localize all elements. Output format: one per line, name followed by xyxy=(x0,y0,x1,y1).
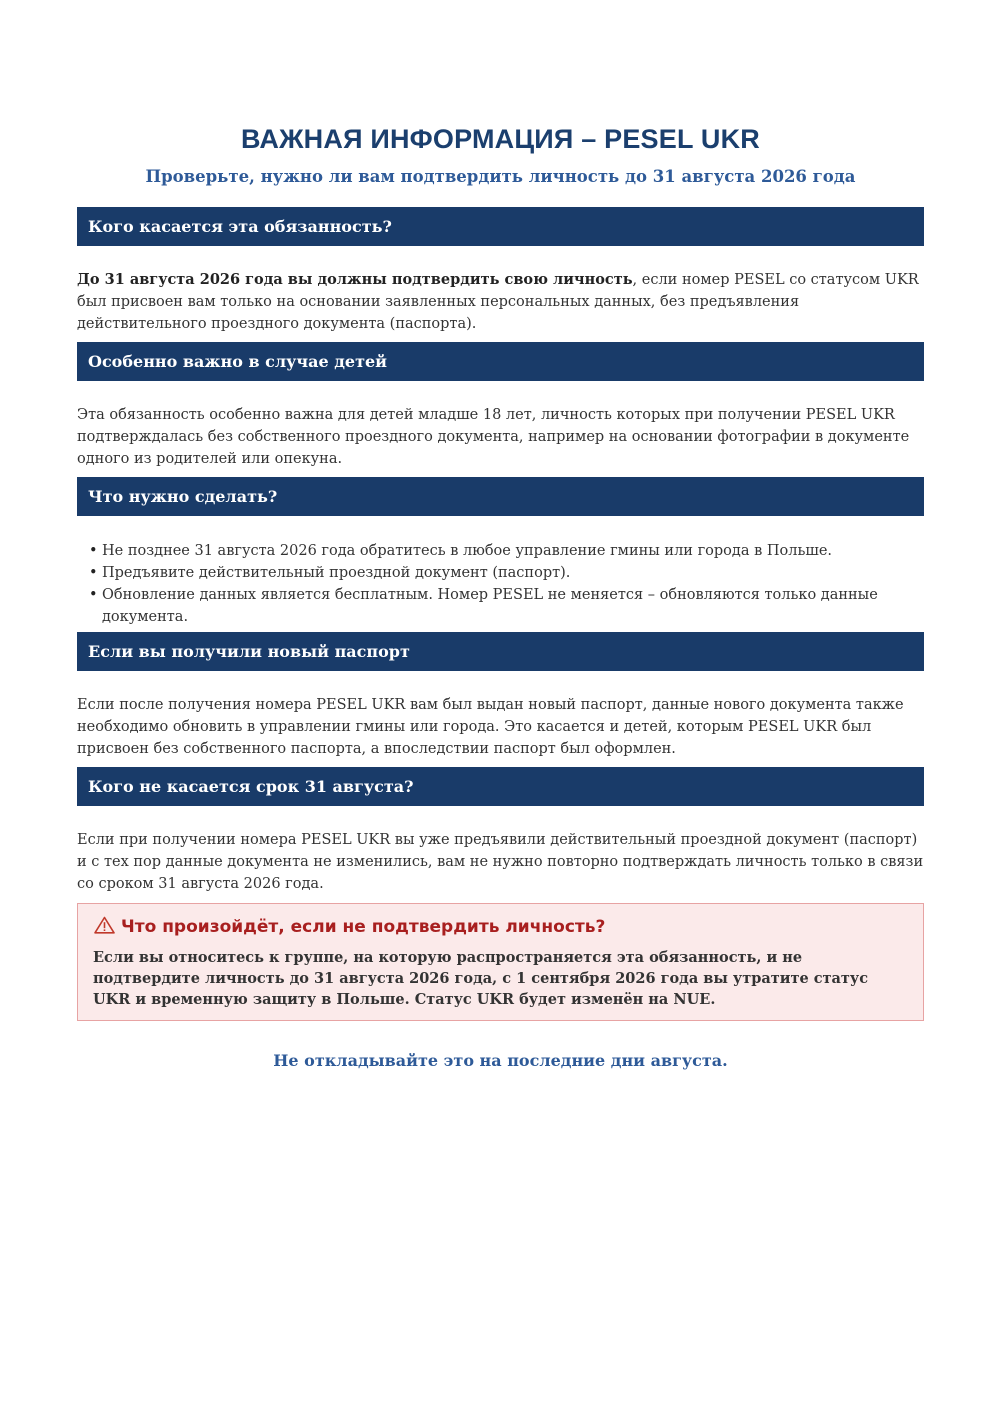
section-text-who-concerned xyxy=(77,269,924,335)
footer-note: Не откладывайте это на последние дни августа. xyxy=(273,1051,728,1070)
warning-text: Если вы относитесь к группе, на которую распространяется эта обязанность, и не подтвердите личность до 31 августа 2026 года, с 1 сентября 2026 года вы утратите статус UKR и временную защиту в Польше. Статус UKR будет изменён на NUE. xyxy=(93,949,869,1008)
list-item-text: Предъявите действительный проездной документ (паспорт). xyxy=(102,565,571,581)
bullet-marker: • xyxy=(89,565,98,581)
warning-triangle-icon xyxy=(94,916,115,934)
list-item-text: Не позднее 31 августа 2026 года обратитесь в любое управление гмины или города в Польше. xyxy=(102,543,833,559)
bullet-marker: • xyxy=(89,587,98,603)
warning-box xyxy=(77,903,924,1021)
section-text-children: Эта обязанность особенно важна для детей младше 18 лет, личность которых при получении PESEL UKR подтверждалась без собственного проездного документа, например на основании фотографии в документе одного из родителей или опекуна. xyxy=(77,407,910,467)
bold-lead-text: До 31 августа 2026 года вы должны подтвердить свою личность xyxy=(77,271,633,288)
list-item-text: Обновление данных является бесплатным. Номер PESEL не меняется – обновляются только данные документа. xyxy=(102,587,878,625)
warning-title xyxy=(94,916,605,937)
list-item xyxy=(89,540,924,562)
section-text-new-passport: Если после получения номера PESEL UKR вам был выдан новый паспорт, данные нового документа также необходимо обновить в управлении гмины или города. Это касается и детей, которым PESEL UKR был присвоен без собственного паспорта, а впоследствии паспорт был оформлен. xyxy=(77,697,904,757)
section-body-text: , если номер PESEL со статусом UKR был присвоен вам только на основании заявленных персональных данных, без предъявления действительного проездного документа (паспорта). xyxy=(77,272,919,332)
page-subtitle: Проверьте, нужно ли вам подтвердить личность до 31 августа 2026 года xyxy=(145,167,856,186)
page-title: ВАЖНАЯ ИНФОРМАЦИЯ – PESEL UKR xyxy=(241,124,760,154)
section-header-new-passport: Если вы получили новый паспорт xyxy=(77,632,924,671)
section-header-who-concerned: Кого касается эта обязанность? xyxy=(77,207,924,246)
section-header-children: Особенно важно в случае детей xyxy=(77,342,924,381)
section-header-not-concerned: Кого не касается срок 31 августа? xyxy=(77,767,924,806)
list-item xyxy=(89,584,924,628)
section-header-what-to-do: Что нужно сделать? xyxy=(77,477,924,516)
list-item xyxy=(89,562,924,584)
bullet-marker: • xyxy=(89,543,98,559)
section-text-not-concerned: Если при получении номера PESEL UKR вы уже предъявили действительный проездной документ (паспорт) и с тех пор данные документа не изменились, вам не нужно повторно подтверждать личность только в связи со сроком 31 августа 2026 года. xyxy=(77,832,924,892)
warning-title-text: Что произойдёт, если не подтвердить личность? xyxy=(121,917,606,937)
what-to-do-list xyxy=(89,540,924,628)
